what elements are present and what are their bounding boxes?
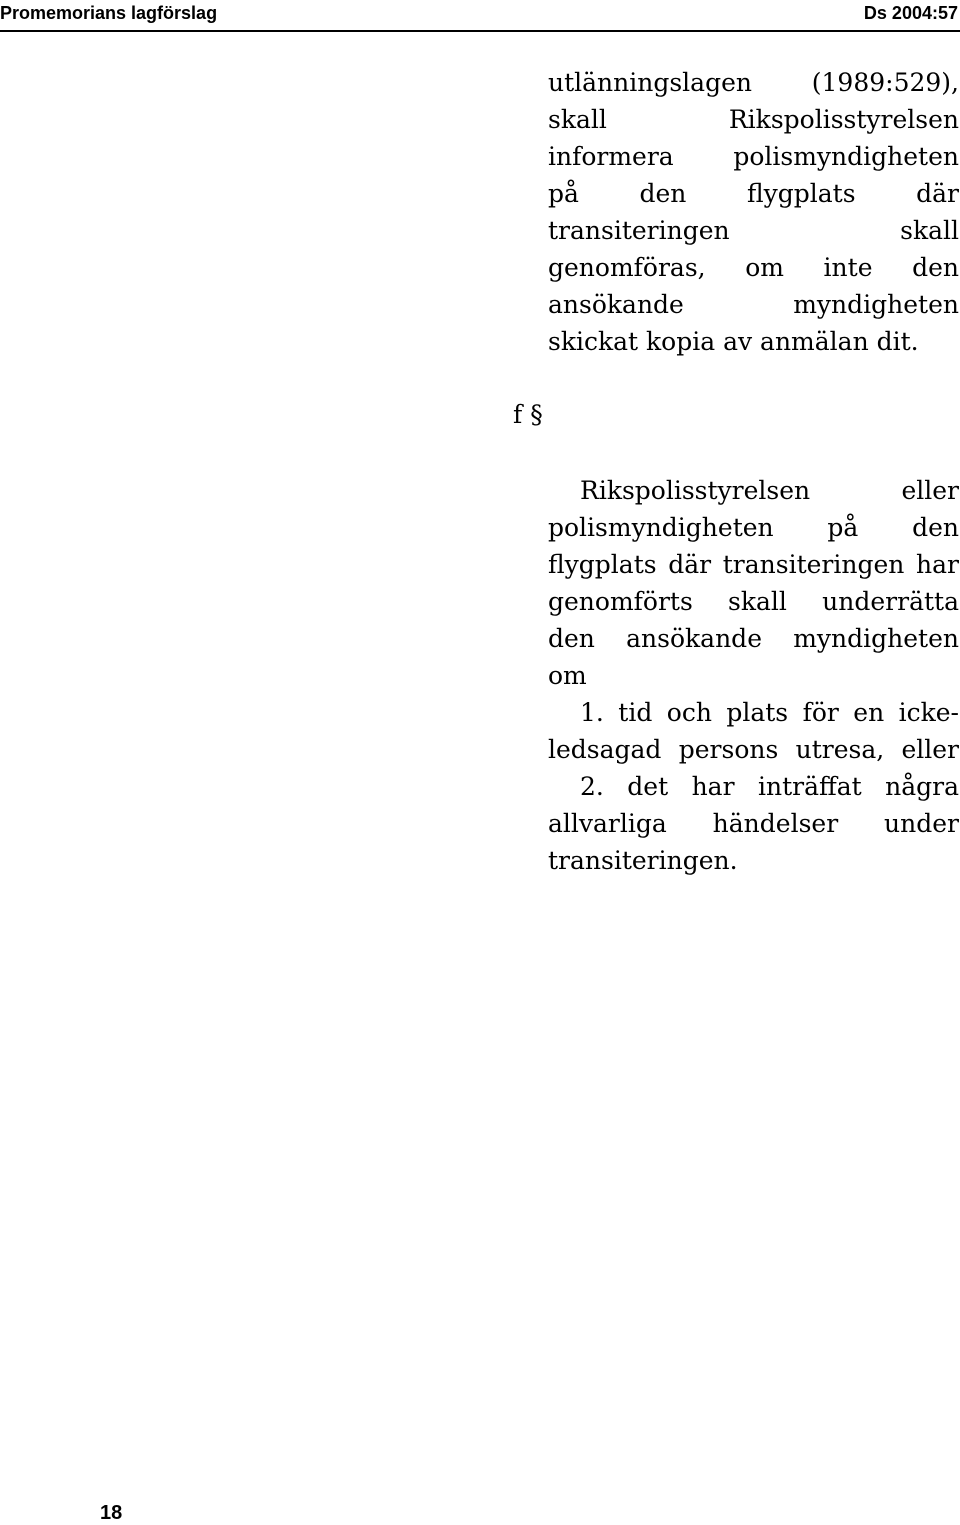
paragraph-1-line: skickat kopia av anmälan dit. [548,327,919,356]
list-item-2-end: transiteringen. [548,846,738,875]
paragraph-1-line: skall Rikspolisstyrelsen [548,105,959,134]
section-marker: f § [513,400,543,429]
paragraph-1 [548,64,959,360]
paragraph-1-line: genomföras, om inte den [548,253,959,282]
paragraph-2-line: om [548,661,587,690]
paragraph-2-line: flygplats där transiteringen har [548,550,959,579]
header-title: Promemorians lagförslag [0,3,218,23]
paragraph-2-line: polismyndigheten på den [548,513,959,542]
list-item-2-continued: allvarliga händelser under [548,809,959,838]
paragraph-1-line: informera polismyndigheten [548,142,959,171]
paragraph-2-line: den ansökande myndigheten [548,624,959,653]
paragraph-1-line: på den flygplats där [548,179,959,208]
paragraph-1-line: transiteringen skall [548,216,959,245]
page-header [0,0,960,32]
paragraph-1-line: utlänningslagen (1989:529), [548,68,959,97]
paragraph-2-line: Rikspolisstyrelsen eller [580,476,959,505]
list-item-1: 1. tid och plats för en icke- [580,698,959,727]
paragraph-1-line: ansökande myndigheten [548,290,959,319]
list-item-2: 2. det har inträffat några [580,772,959,801]
paragraph-2 [548,472,959,879]
paragraph-2-line: genomförts skall underrätta [548,587,959,616]
header-document-number: Ds 2004:57 [863,3,958,23]
page-number: 18 [100,1502,123,1524]
list-item-1-continued: ledsagad persons utresa, eller [548,735,959,764]
